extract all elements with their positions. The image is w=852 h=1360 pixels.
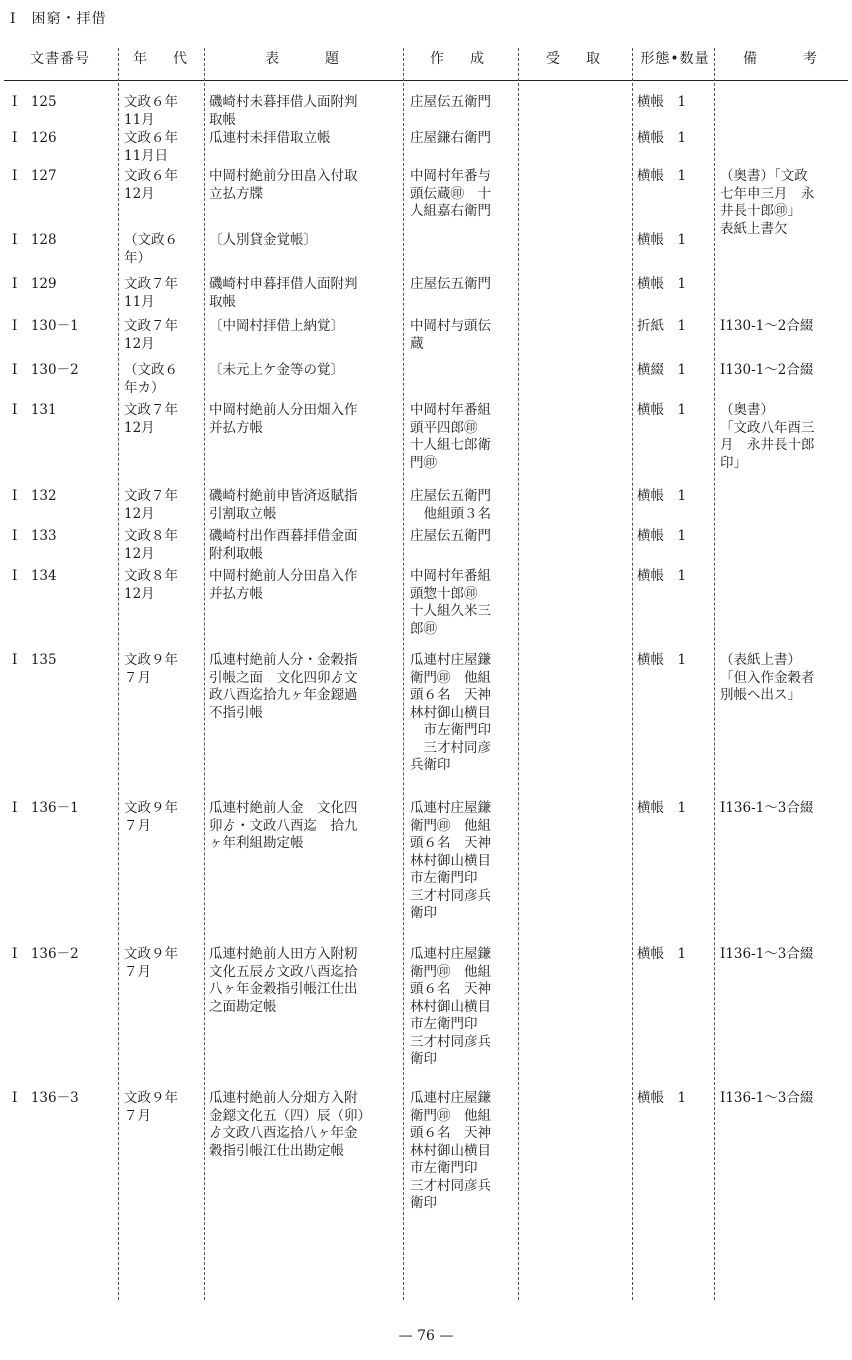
notes-cell: Ⅰ130-1～2合綴 — [720, 362, 814, 378]
date-cell: 文政８年 12月 — [124, 528, 178, 562]
column-header-doc-no: 文書番号 — [30, 51, 90, 67]
date-cell: 文政９年 ７月 — [124, 652, 178, 686]
date-cell: 文政８年 12月 — [124, 568, 178, 602]
title-cell: 磯崎村出作酉暮拝借金面 附利取帳 — [209, 528, 358, 562]
column-header-recipient: 受 取 — [546, 51, 606, 67]
date-cell: （文政６ 年） — [124, 232, 178, 266]
form-qty-cell: 横帳 1 — [637, 568, 687, 584]
form-qty-cell: 横帳 1 — [637, 232, 687, 248]
author-cell: 中岡村年番与 頭伝蔵㊞ 十 人組嘉右衛門 — [410, 168, 491, 219]
column-header-notes: 備 考 — [743, 51, 823, 67]
column-divider — [118, 48, 119, 1300]
form-qty-cell: 横帳 1 — [637, 800, 687, 816]
notes-cell: Ⅰ136-1～3合綴 — [720, 946, 814, 962]
date-cell: 文政７年 12月 — [124, 402, 178, 436]
notes-cell: （奥書）「文政 七年申三月 永 井長十郎㊞」 表紙上書欠 — [720, 168, 815, 237]
title-cell: 瓜連村未拝借取立帳 — [209, 130, 331, 146]
form-qty-cell: 横帳 1 — [637, 488, 687, 504]
notes-cell: Ⅰ130-1～2合綴 — [720, 318, 814, 334]
title-cell: 瓜連村絶前人分畑方入附 金鐚文化五（四）辰（卯） ゟ文政八酉迄拾八ヶ年金 穀指引帳江仕出勘定帳 — [209, 1090, 371, 1159]
doc-number: Ⅰ 135 — [12, 652, 57, 668]
author-cell: 中岡村年番組 頭平四郎㊞ 十人組七郎衛 門㊞ — [410, 402, 491, 471]
date-cell: 文政７年 12月 — [124, 488, 178, 522]
form-qty-cell: 横帳 1 — [637, 652, 687, 668]
column-header-author: 作 成 — [430, 51, 490, 67]
title-cell: 磯崎村未暮拝借人面附判 取帳 — [209, 94, 358, 128]
column-divider — [204, 48, 205, 1300]
doc-number: Ⅰ 136－1 — [12, 800, 79, 816]
notes-cell: Ⅰ136-1～3合綴 — [720, 800, 814, 816]
title-cell: 瓜連村絶前人金 文化四 卯ゟ・文政八酉迄 拾九 ヶ年利組勘定帳 — [209, 800, 358, 851]
column-header-form-qty: 形態•数量 — [640, 51, 710, 67]
doc-number: Ⅰ 129 — [12, 276, 57, 292]
title-cell: 〔人別貸金覚帳〕 — [209, 232, 317, 248]
doc-number: Ⅰ 128 — [12, 232, 57, 248]
doc-number: Ⅰ 126 — [12, 130, 57, 146]
date-cell: 文政６年 12月 — [124, 168, 178, 202]
date-cell: 文政９年 ７月 — [124, 1090, 178, 1124]
doc-number: Ⅰ 131 — [12, 402, 57, 418]
date-cell: 文政６年 11月 — [124, 94, 178, 128]
notes-cell: （表紙上書） 「但入作金穀者 別帳へ出ス」 — [720, 652, 815, 703]
author-cell: 庄屋伝五衛門 — [410, 528, 491, 544]
notes-cell: （奥書） 「文政八年酉三 月 永井長十郎 印」 — [720, 402, 815, 471]
section-heading: Ⅰ 困窮・拝借 — [10, 11, 107, 27]
column-header-date: 年 代 — [133, 51, 193, 67]
date-cell: 文政６年 11月日 — [124, 130, 178, 164]
date-cell: 文政７年 11月 — [124, 276, 178, 310]
title-cell: 中岡村絶前人分田畑入作 并払方帳 — [209, 402, 358, 436]
doc-number: Ⅰ 130－1 — [12, 318, 79, 334]
form-qty-cell: 横帳 1 — [637, 130, 687, 146]
doc-number: Ⅰ 136－3 — [12, 1090, 79, 1106]
doc-number: Ⅰ 136－2 — [12, 946, 79, 962]
title-cell: 磯崎村絶前申皆済返賦指 引割取立帳 — [209, 488, 358, 522]
column-divider — [632, 48, 633, 1300]
form-qty-cell: 横帳 1 — [637, 276, 687, 292]
form-qty-cell: 横帳 1 — [637, 402, 687, 418]
author-cell: 瓜連村庄屋鎌 衛門㊞ 他組 頭６名 天神 林村御山横目 市左衛門印 三才村同彦兵 衛印 — [410, 1090, 491, 1211]
title-cell: 〔中岡村拝借上納覚〕 — [209, 318, 344, 334]
form-qty-cell: 横帳 1 — [637, 528, 687, 544]
column-divider — [518, 48, 519, 1300]
title-cell: 中岡村絶前分田畠入付取 立払方牒 — [209, 168, 358, 202]
doc-number: Ⅰ 130－2 — [12, 362, 79, 378]
author-cell: 瓜連村庄屋鎌 衛門㊞ 他組 頭６名 天神 林村御山横目 市左衛門印 三才村同彦兵 衛印 — [410, 946, 491, 1067]
date-cell: （文政６ 年カ） — [124, 362, 178, 396]
doc-number: Ⅰ 125 — [12, 94, 57, 110]
title-cell: 瓜連村絶前人分・金穀指 引帳之面 文化四卯ゟ文 政八酉迄拾九ヶ年金鐚過 不指引帳 — [209, 652, 358, 721]
author-cell: 中岡村与頭伝 蔵 — [410, 318, 491, 352]
column-header-title: 表 題 — [265, 51, 345, 67]
date-cell: 文政９年 ７月 — [124, 800, 178, 834]
form-qty-cell: 折紙 1 — [637, 318, 687, 334]
form-qty-cell: 横帳 1 — [637, 94, 687, 110]
header-rule — [4, 80, 848, 81]
doc-number: Ⅰ 132 — [12, 488, 57, 504]
date-cell: 文政９年 ７月 — [124, 946, 178, 980]
form-qty-cell: 横綴 1 — [637, 362, 687, 378]
author-cell: 庄屋鎌右衛門 — [410, 130, 491, 146]
title-cell: 〔未元上ケ金等の覚〕 — [209, 362, 344, 378]
author-cell: 瓜連村庄屋鎌 衛門㊞ 他組 頭６名 天神 林村御山横目 市左衛門印 三才村同彦 兵衛印 — [410, 652, 491, 773]
date-cell: 文政７年 12月 — [124, 318, 178, 352]
author-cell: 瓜連村庄屋鎌 衛門㊞ 他組 頭６名 天神 林村御山横目 市左衛門印 三才村同彦兵 衛印 — [410, 800, 491, 921]
page-number: — 76 — — [398, 1328, 454, 1344]
doc-number: Ⅰ 127 — [12, 168, 57, 184]
doc-number: Ⅰ 133 — [12, 528, 57, 544]
author-cell: 庄屋伝五衛門 — [410, 94, 491, 110]
form-qty-cell: 横帳 1 — [637, 1090, 687, 1106]
title-cell: 瓜連村絶前人田方入附籾 文化五辰ゟ文政八酉迄拾 八ヶ年金穀指引帳江仕出 之面勘定帳 — [209, 946, 358, 1015]
title-cell: 磯崎村申暮拝借人面附判 取帳 — [209, 276, 358, 310]
notes-cell: Ⅰ136-1～3合綴 — [720, 1090, 814, 1106]
title-cell: 中岡村絶前人分田畠入作 并払方帳 — [209, 568, 358, 602]
author-cell: 庄屋伝五衛門 他組頭３名 — [410, 488, 491, 522]
column-divider — [714, 48, 715, 1300]
doc-number: Ⅰ 134 — [12, 568, 57, 584]
column-divider — [403, 48, 404, 1300]
author-cell: 中岡村年番組 頭惣十郎㊞ 十人組久米三 郎㊞ — [410, 568, 491, 637]
form-qty-cell: 横帳 1 — [637, 946, 687, 962]
author-cell: 庄屋伝五衛門 — [410, 276, 491, 292]
form-qty-cell: 横帳 1 — [637, 168, 687, 184]
